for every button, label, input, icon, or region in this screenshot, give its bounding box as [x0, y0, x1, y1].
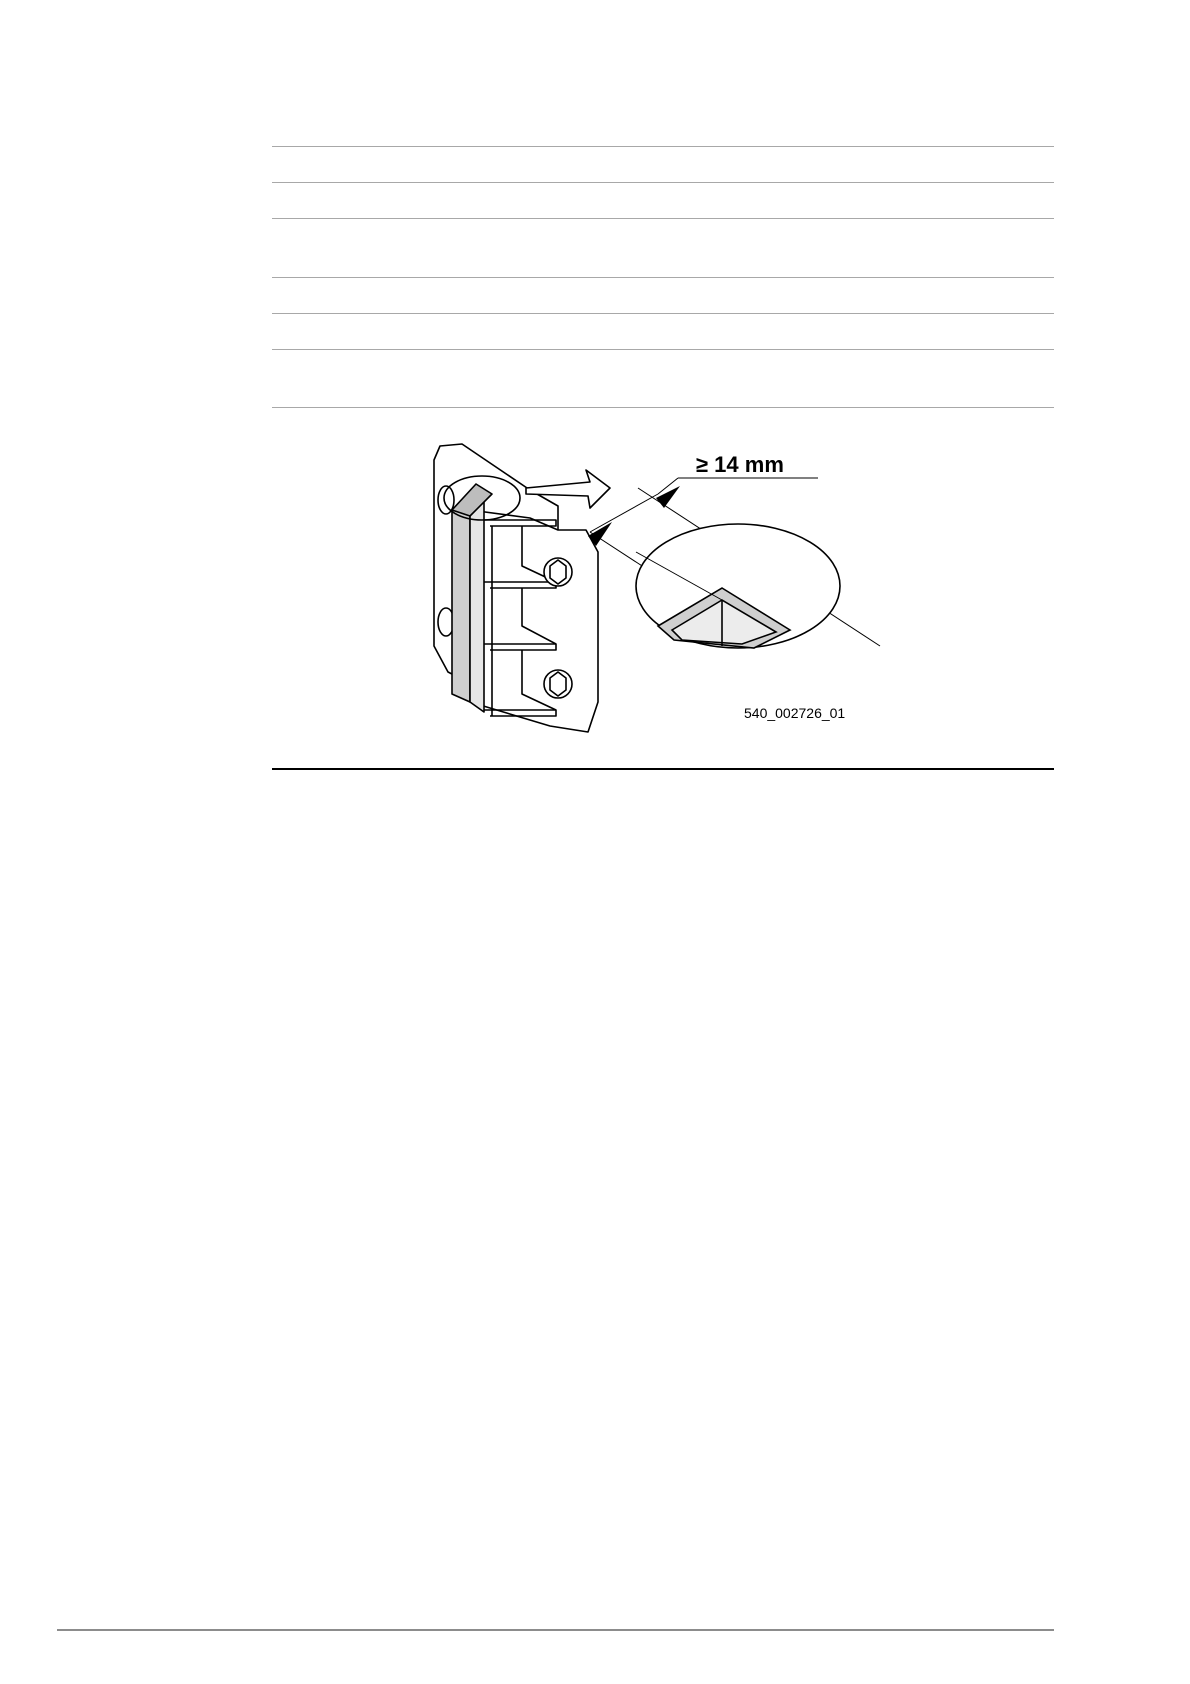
table-rule-4: [272, 277, 1054, 278]
figure-bottom-rule: [272, 768, 1054, 770]
busbar-clearance-figure: [410, 440, 930, 740]
footer-rule: [57, 1629, 1054, 1631]
table-rule-3: [272, 218, 1054, 219]
dimension-label: ≥ 14 mm: [696, 452, 784, 477]
table-rule-7: [272, 407, 1054, 408]
busbar: [452, 492, 470, 702]
dimension-extension: [590, 494, 658, 532]
clamp-front-body: [470, 510, 598, 732]
table-rule-5: [272, 313, 1054, 314]
busbar-face: [470, 492, 484, 712]
figure-id-label: 540_002726_01: [744, 705, 846, 721]
table-rule-6: [272, 349, 1054, 350]
table-rule-1: [272, 146, 1054, 147]
table-rule-2: [272, 182, 1054, 183]
dimension-arrow-icon-top: [656, 486, 680, 508]
